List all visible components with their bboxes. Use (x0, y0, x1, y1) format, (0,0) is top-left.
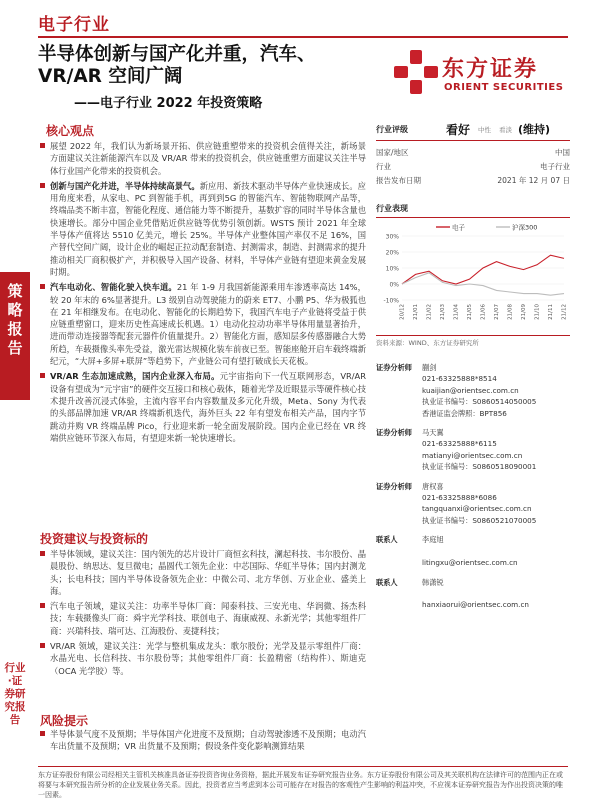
report-category-tag: 行业·证券研究报告 (4, 662, 26, 726)
bullet-text: 半导体领域，建议关注：国内领先的芯片设计厂商恒玄科技，澜起科技、韦尔股份、晶晨股份、纳思达、复旦微电；晶圆代工领先企业：中芯国际、华虹半导体；国内封测龙头；长电科技；国内半导体设备领先企业：中微公司、北方华创、万业企业、盛美上海。 (50, 549, 366, 596)
y-tick-label: 0% (389, 281, 399, 289)
y-tick-label: 30% (385, 233, 399, 241)
bullet-heading: VR/AR 生态加速成熟，国内企业深入布局。 (50, 371, 220, 382)
bullet-text: 汽车电子领域，建议关注：功率半导体厂商：闻泰科技、三安光电、华润微、扬杰科技；车载摄像头厂商：舜宇光学科技、联创电子、海康威视、永新光学；其他零组件厂商：兴瑞科技、瑞可达、江海股份、麦捷科技； (50, 601, 366, 636)
core-views-body (40, 140, 366, 447)
investment-title: 投资建议与投资标的 (40, 532, 149, 546)
y-tick-label: 10% (385, 265, 399, 273)
report-type-label: 策略报告 (7, 282, 23, 357)
analyst-role: 证券分析师 (376, 363, 412, 372)
chart-title: 行业表现 (376, 203, 570, 218)
analyst-line: litingxu@orientsec.com.cn (422, 558, 518, 568)
rating-status: (维持) (518, 123, 551, 136)
x-tick-label: 21/10 (534, 304, 541, 320)
info-value: 电子行业 (540, 161, 570, 171)
rating-row (376, 118, 570, 141)
x-tick-label: 21/03 (440, 304, 446, 320)
core-bullet-3 (40, 281, 366, 367)
x-tick-label: 21/01 (413, 304, 419, 320)
x-tick-label: 21/02 (426, 304, 433, 320)
info-key: 行业 (376, 161, 391, 171)
x-tick-label: 21/06 (480, 304, 487, 320)
bullet-text: 半导体景气度不及预期；半导体国产化进度不及预期；自动驾驶渗透不及预期；电动汽车出货量不及预期；VR 出货量不及预期；假设条件变化影响测算结果 (50, 729, 366, 752)
rating-box (376, 118, 570, 187)
x-tick-label: 21/07 (494, 304, 500, 320)
core-views-title: 核心观点 (46, 124, 95, 138)
analyst-role: 证券分析师 (376, 428, 412, 438)
info-value: 2021 年 12 月 07 日 (497, 175, 570, 185)
bullet-heading: 汽车电动化、智能化驶入快车道。 (50, 282, 177, 293)
analyst-line: 执业证书编号：S0860521070005 (422, 515, 537, 525)
analyst-line: tangquanxi@orientsec.com.cn (422, 504, 532, 514)
x-tick-label: 21/09 (521, 304, 527, 320)
orient-logo-icon (392, 48, 440, 96)
risk-body (40, 728, 366, 756)
analyst-line: 李庭旭 (422, 535, 444, 545)
core-bullet-2 (40, 180, 366, 278)
analyst-line: 执业证书编号：S0860514050005 (422, 397, 537, 407)
analyst-line: 021-63325888*8514 (422, 374, 497, 384)
rating-option-neutral: 中性 (478, 125, 492, 134)
y-tick-label: 20% (385, 249, 399, 257)
analyst-line: 执业证书编号：S0860518090001 (422, 462, 537, 472)
y-tick-label: -10% (383, 297, 399, 305)
analyst-role: 证券分析师 (376, 481, 412, 491)
rating-value: 看好 (446, 122, 471, 137)
x-tick-label: 21/11 (548, 304, 554, 320)
report-title-line2: VR/AR 空间广阔 (38, 66, 183, 87)
analyst-line (422, 588, 529, 599)
info-key: 国家/地区 (376, 147, 409, 157)
footer-disclaimer: 东方证券股份有限公司经相关主管机关核准具备证券投资咨询业务资格，据此开展发布证券研究报告业务。东方证券股份有限公司及其关联机构在法律许可的范围内正在或将要与本研究报告所分析的企业发展业务关系。因此，投资者应当考虑到本公司可能存在对报告的客观性产生影响的利益冲突，不应视本证券研究报告为作出投资决策的唯一因素。 (38, 771, 563, 799)
x-tick-label: 20/12 (399, 304, 406, 320)
info-row-region (376, 145, 570, 159)
analyst-info (422, 362, 536, 419)
bullet-text: 21 年 1-9 月我国新能源乘用车渗透率高达 14%，较 20 年末的 6%显著提升。L3 级别自动驾驶能力的蔚来 ET7、小鹏 P5、华为极狐也在 21 年相继发布。在电动化、智能化的长期趋势下，我国汽车电子产业链将受益于供应链重塑窗口，迎来历史性高速成长机遇。1）电动化拉动功率半导体用量显著抬升，进而带动连接器等配套元器件价值量提升。2）智能化方面，感知层多传感器融合大势所趋，车载摄像头率先受益，激光雷达规模化装车前夜已至。智能座舱开启车载终端新纪元，“大屏+多屏+联屏”等趋势下，产业链公司有望打破成长天花板。 (50, 282, 366, 367)
analyst-entry (376, 534, 570, 568)
analyst-entry (376, 481, 570, 527)
analyst-info (422, 534, 518, 568)
report-title-line1: 半导体创新与国产化并重，汽车、 (38, 44, 316, 65)
logo-text-cn: 东方证券 (442, 57, 539, 82)
x-tick-label: 21/04 (453, 304, 460, 320)
info-value: 中国 (555, 147, 570, 157)
industry-label: 电子行业 (38, 15, 110, 35)
analyst-info (422, 481, 536, 527)
analyst-line: 蒯剑 (422, 363, 437, 372)
analyst-entry (376, 362, 570, 419)
performance-chart (376, 220, 570, 332)
analyst-role: 联系人 (376, 577, 398, 587)
info-row-industry (376, 159, 570, 173)
analyst-line: 香港证监会牌照：BPT856 (422, 408, 507, 418)
rating-label: 行业评级 (376, 124, 408, 134)
analyst-info (422, 427, 536, 473)
investment-body (40, 548, 366, 680)
analyst-line: 021-63325888*6086 (422, 493, 497, 503)
risk-bullet (40, 728, 366, 753)
bullet-text: 元宇宙指向下一代互联网形态，VR/AR 设备有望成为“元宇宙”的硬件交互接口和核心载体，随着光学及近眼显示等硬件核心技术提升改善沉浸式体验，主流内容平台内容数量及多元化升级，Meta、Sony 为代表的头部品牌加速 VR/AR 终端新机迭代，海外巨头 22 年有望发布相关产品，国内字节跳动并购 VR 终端品牌 Pico，行业迎来新一轮全面发展阶段。国内企业已经在 VR 终端供应链环节深入布局，有望迎来新一轮快速增长。 (50, 371, 366, 443)
analyst-info (422, 577, 529, 611)
series-line-0 (402, 255, 564, 284)
analyst-line: 韩潇锐 (422, 577, 444, 587)
invest-bullet-2 (40, 600, 366, 637)
invest-bullet-1 (40, 548, 366, 597)
analyst-line: 唐权喜 (422, 481, 444, 491)
analyst-entry (376, 427, 570, 473)
bullet-text: 新应用、新技术驱动半导体产业快速成长。应用角度来看，从家电、PC 到智能手机，再到到5G 的智能汽车、智能物联网产品等，终端品类不断丰富，智能化程度、通信能力等不断提升，基数扩容的同时半导体含量也快速增长。部分中国企业凭借贴近供应链等优势引领创新。WSTS 预计 2021 年全球半导体产值将达 5510 亿美元，增长 25%。半导体产业整体国产率仅不足 16%，国产替代空间广阔，设计企业的崛起正拉动配套制造、封测需求，制造、封测需求的提升推动相关厂商积极扩产，并积极导入国产设备、材料，半导体产业链有望迎来黄金发展时期。 (50, 180, 366, 277)
header-divider (38, 36, 568, 38)
x-tick-label: 21/08 (507, 304, 514, 320)
report-type-bar (0, 272, 30, 400)
analyst-line (422, 546, 518, 557)
x-tick-label: 21/05 (467, 304, 473, 320)
x-tick-label: 21/12 (561, 304, 568, 320)
analyst-line: kuaijian@orientsec.com.cn (422, 385, 519, 395)
chart-source: 资料来源：WIND、东方证券研究所 (376, 335, 570, 347)
analyst-line: 021-63325888*6115 (422, 439, 497, 449)
logo-text-en: ORIENT SECURITIES (444, 82, 564, 93)
bullet-heading: 创新与国产化并进，半导体持续高景气。 (50, 180, 200, 191)
bullet-text: 展望 2022 年，我们认为新场景开拓、供应链重塑带来的投资机会值得关注，新场景方面建议关注新能源汽车以及 VR/AR 带来的投资机会，供应链重塑方面建议关注半导体行业国产化带来的投资机会。 (50, 141, 366, 176)
legend-label: 电子 (452, 223, 465, 232)
risk-title: 风险提示 (40, 714, 89, 728)
analyst-entry (376, 577, 570, 611)
analyst-line: matianyi@orientsec.com.cn (422, 450, 523, 460)
report-subtitle: ——电子行业 2022 年投资策略 (74, 96, 263, 111)
analyst-line: hanxiaorui@orientsec.com.cn (422, 600, 529, 610)
analyst-line: 马天翼 (422, 428, 444, 438)
bullet-text: VR/AR 领域，建议关注：光学与整机集成龙头：歌尔股份；光学及显示零组件厂商：水晶光电、长信科技、韦尔股份等；其他零组件厂商：长盈精密（结构件）、斯迪克（OCA 光学胶）等。 (50, 641, 366, 676)
info-row-date (376, 173, 570, 187)
core-bullet-1 (40, 140, 366, 177)
core-bullet-4 (40, 370, 366, 444)
analyst-block (376, 362, 570, 619)
legend-label: 沪深300 (512, 223, 538, 232)
rating-option-negative: 看淡 (499, 125, 513, 134)
analyst-role: 联系人 (376, 535, 398, 545)
info-key: 报告发布日期 (376, 175, 421, 185)
invest-bullet-3 (40, 640, 366, 677)
footer-divider (38, 766, 568, 767)
